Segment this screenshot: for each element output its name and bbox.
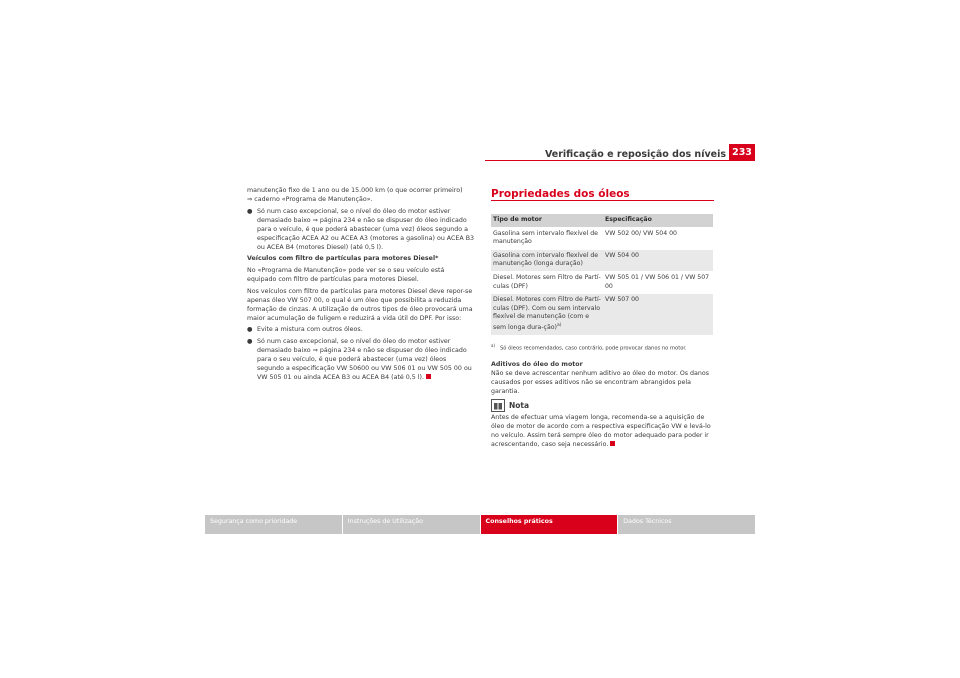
bullet-text: Só num caso excepcional, se o nível do óleo do motor estiver demasiado baixo ⇒ página 234 e não se dispuser do óleo indicado para o veículo, é que poderá abastecer (uma vez) óleos segundo a especificação ACEA A2 ou ACEA A3 (motores a gasolina) ou ACEA B3 ou ACEA B4 (motores Diesel) (até 0,5 l). [257,207,475,251]
subheading: Aditivos do óleo do motor [491,361,583,368]
footer-tab-practical-tips[interactable]: Conselhos práticos [481,515,618,534]
note-label: Nota [509,401,530,410]
note-body [491,413,717,449]
subheading: Veículos com filtro de partículas para motores Diesel* [247,255,439,263]
note-paragraph [491,413,717,449]
bullet-text: Evite a mistura com outros óleos. [257,326,363,334]
note-book-icon [491,399,505,412]
section-divider [491,200,714,201]
bullet-dot-icon: ● [247,326,253,334]
footnote-marker: a) [491,343,496,348]
note-book-glyph [493,401,503,411]
page-number: 233 [729,144,755,161]
bullet-item [247,207,475,252]
note-heading [491,399,529,412]
spec-cell: VW 505 01 / VW 506 01 / VW 507 00 [605,273,710,290]
section-title: Propriedades dos óleos [491,188,630,200]
footnote-reference: a) [556,322,562,328]
column-header-engine: Tipo de motor [491,214,603,227]
spec-cell: VW 502 00/ VW 504 00 [605,229,677,237]
engine-cell: Gasolina sem intervalo flexível de manutenção [493,229,598,246]
paragraph-text: manutenção fixo de 1 ano ou de 15.000 km (o que ocorrer primeiro) [247,187,463,194]
bullet-item [247,337,475,382]
table-row [491,228,713,249]
engine-cell: Diesel. Motores sem Filtro de Partí-culas (DPF) [493,273,601,290]
left-column [247,186,475,385]
engine-cell [491,294,603,334]
table-row [491,272,713,293]
paragraph: Não se deve acrescentar nenhum aditivo ao óleo do motor. Os danos causados por esses aditivos não se encontram abrangidos pela garantia. [491,370,710,396]
end-square-icon [426,374,431,379]
table-row [491,294,713,334]
bullet-dot-icon: ● [247,337,253,345]
engine-cell: Gasolina com intervalo flexível de manutenção (longa duração) [491,250,603,271]
spec-cell: VW 507 00 [603,294,713,334]
note-text: Antes de efectuar uma viagem longa, recomenda-se a aquisição de óleo de motor de acordo com a respectiva especificação VW e levá-lo no veículo. Assim terá sempre óleo do motor adequado para poder ir acrescentando, caso seja necessário. [491,414,711,449]
bullet-text [257,337,475,382]
cross-reference-link[interactable]: ⇒ caderno «Programa de Manutenção». [247,196,373,204]
paragraph [247,186,475,204]
paragraph: No «Programa de Manutenção» pode ver se o seu veículo está equipado com filtro de partículas para motores Diesel. [247,266,445,284]
paragraph: Nos veículos com filtro de partículas para motores Diesel deve repor-se apenas óleo VW 507 00, o qual é um óleo que possibilita a reduzida formação de cinzas. A utilização de outros tipos de óleo provocará uma maior acumulação de fuligem e reduzirá a vida útil do DPF. Por isso: [247,287,473,322]
table-footnote [491,343,687,352]
footer-tab-technical-data[interactable]: Dados Técnicos [618,515,755,534]
bullet-item [247,325,475,334]
footer-nav [205,515,755,534]
additives-section [491,360,717,396]
footnote-text: Só óleos recomendados, caso contrário, pode provocar danos no motor. [500,345,687,352]
header-divider [485,160,755,161]
table-header-row [491,214,713,227]
footer-tab-instructions[interactable]: Instruções de Utilização [343,515,480,534]
engine-cell-text: Diesel. Motores com Filtro de Partí-culas (DPF). Com ou sem intervalo flexível de manutenção (com e sem longa dura-ção) [493,296,601,331]
bullet-text-content: Só num caso excepcional, se o nível do óleo do motor estiver demasiado baixo ⇒ página 234 e não se dispuser do óleo indicado para o seu veículo, é que poderá abastecer (uma vez) óleos segundo a especificação VW 50600 ou VW 506 01 ou VW 505 00 ou VW 505 01 ou ainda ACEA B3 ou ACEA B4 (até 0,5 l). [257,337,472,382]
column-header-spec: Especificação [603,214,713,227]
footer-tab-safety[interactable]: Segurança como prioridade [205,515,342,534]
end-square-icon [610,441,615,446]
page-header-title: Verificação e reposição dos níveis [544,149,726,160]
table-row [491,250,713,271]
spec-cell: VW 504 00 [603,250,713,271]
oil-spec-table [491,213,713,336]
bullet-dot-icon: ● [247,207,253,215]
